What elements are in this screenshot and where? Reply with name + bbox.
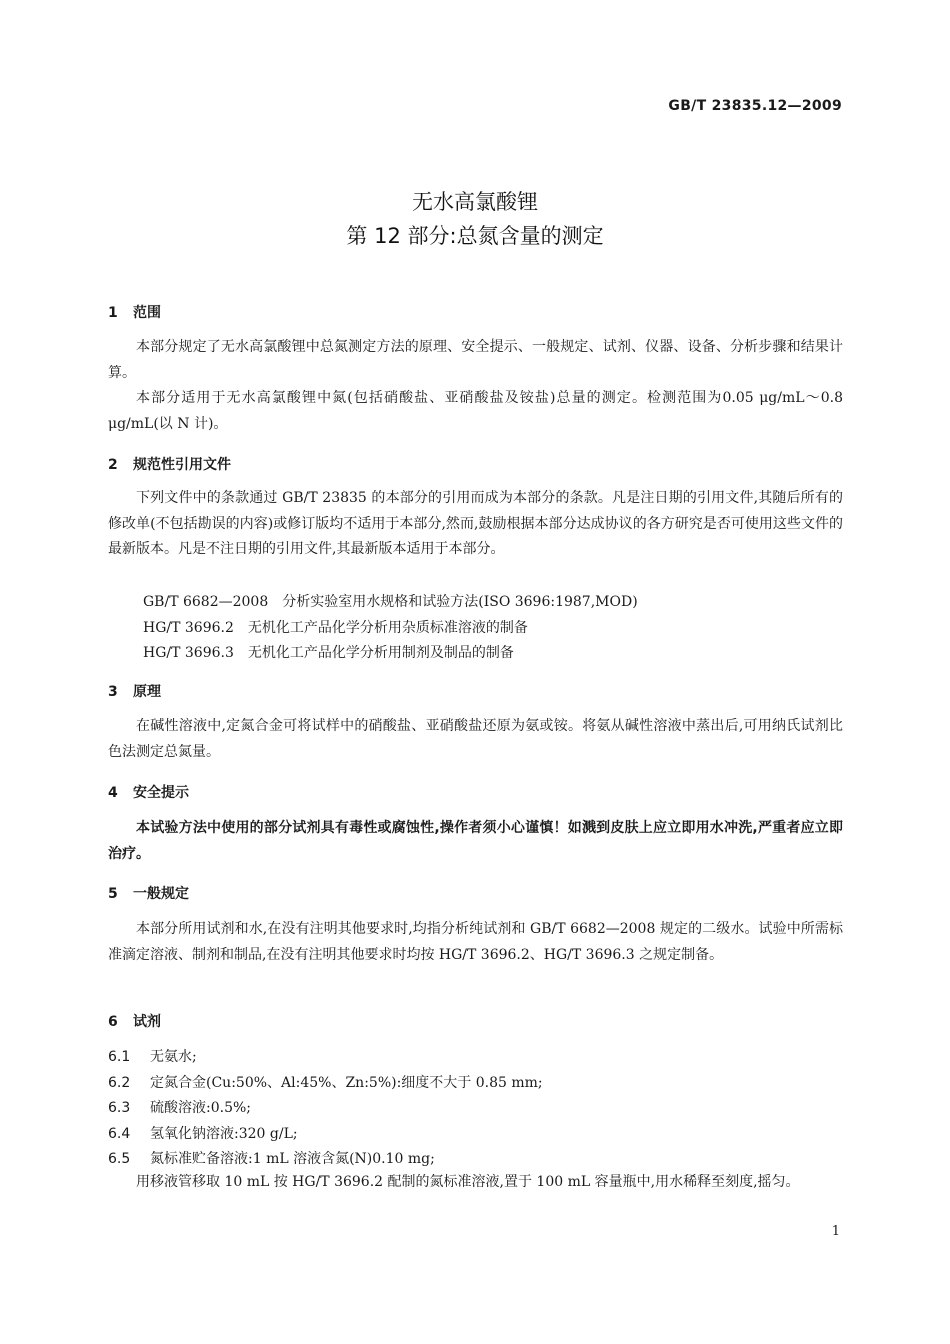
section-heading	[108, 782, 189, 802]
reference-item: HG/T 3696.3 无机化工产品化学分析用制剂及制品的制备	[143, 645, 514, 661]
section-number: 2	[108, 457, 118, 473]
item-text: 硫酸溶液:0.5%;	[150, 1100, 252, 1116]
reagent-item	[108, 1097, 251, 1117]
item-number: 6.3	[108, 1100, 131, 1116]
section-heading	[108, 302, 161, 322]
paragraph: 下列文件中的条款通过 GB/T 23835 的本部分的引用而成为本部分的条款。凡是注日期的引用文件,其随后所有的修改单(不包括勘误的内容)或修订版均不适用于本部分,然而,鼓励根据本部分达成协议的各方研究是否可使用这些文件的最新版本。凡是不注日期的引用文件,其最新版本适用于本部分。	[108, 490, 843, 557]
item-number: 6.1	[108, 1049, 131, 1065]
item-text: 无氨水;	[150, 1049, 197, 1065]
section-heading	[108, 454, 231, 474]
section-title: 安全提示	[133, 785, 189, 801]
section-title: 一般规定	[133, 886, 189, 902]
item-number: 6.5	[108, 1151, 131, 1167]
section-number: 4	[108, 785, 118, 801]
paragraph: 在碱性溶液中,定氮合金可将试样中的硝酸盐、亚硝酸盐还原为氨或铵。将氨从碱性溶液中蒸出后,可用纳氏试剂比色法测定总氮量。	[108, 718, 843, 760]
item-number: 6.4	[108, 1126, 131, 1142]
reagent-item	[108, 1046, 197, 1066]
section-number: 1	[108, 305, 118, 321]
section-title: 试剂	[133, 1014, 161, 1030]
reagent-item	[108, 1148, 435, 1168]
section-heading	[108, 681, 161, 701]
section-number: 5	[108, 886, 118, 902]
item-text: 定氮合金(Cu:50%、Al:45%、Zn:5%):细度不大于 0.85 mm;	[150, 1075, 543, 1091]
page-number: 1	[831, 1224, 840, 1239]
section-title: 规范性引用文件	[133, 457, 231, 473]
document-title: 无水高氯酸锂	[412, 190, 538, 214]
section-heading	[108, 883, 189, 903]
safety-warning: 本试验方法中使用的部分试剂具有毒性或腐蚀性,操作者须小心谨慎！如溅到皮肤上应立即用水冲洗,严重者应立即治疗。	[108, 820, 843, 862]
reference-item: GB/T 6682—2008 分析实验室用水规格和试验方法(ISO 3696:1987,MOD)	[143, 594, 638, 610]
item-text: 氢氧化钠溶液:320 g/L;	[150, 1126, 298, 1142]
paragraph: 用移液管移取 10 mL 按 HG/T 3696.2 配制的氮标准溶液,置于 100 mL 容量瓶中,用水稀释至刻度,摇匀。	[136, 1174, 800, 1190]
section-heading	[108, 1011, 161, 1031]
section-number: 3	[108, 684, 118, 700]
item-text: 氮标准贮备溶液:1 mL 溶液含氮(N)0.10 mg;	[150, 1151, 435, 1167]
paragraph: 本部分所用试剂和水,在没有注明其他要求时,均指分析纯试剂和 GB/T 6682—2008 规定的二级水。试验中所需标准滴定溶液、制剂和制品,在没有注明其他要求时均按 HG/T 3696.2、HG/T 3696.3 之规定制备。	[108, 921, 843, 963]
standard-number: GB/T 23835.12—2009	[668, 98, 842, 114]
section-number: 6	[108, 1014, 118, 1030]
section-title: 范围	[133, 305, 161, 321]
section-title: 原理	[133, 684, 161, 700]
reagent-item	[108, 1072, 543, 1092]
document-subtitle: 第 12 部分:总氮含量的测定	[346, 224, 604, 248]
paragraph: 本部分规定了无水高氯酸锂中总氮测定方法的原理、安全提示、一般规定、试剂、仪器、设备、分析步骤和结果计算。	[108, 339, 843, 381]
reference-item: HG/T 3696.2 无机化工产品化学分析用杂质标准溶液的制备	[143, 620, 528, 636]
item-number: 6.2	[108, 1075, 131, 1091]
paragraph: 本部分适用于无水高氯酸锂中氮(包括硝酸盐、亚硝酸盐及铵盐)总量的测定。检测范围为0.05 μg/mL～0.8 μg/mL(以 N 计)。	[108, 390, 843, 432]
reagent-item	[108, 1123, 298, 1143]
